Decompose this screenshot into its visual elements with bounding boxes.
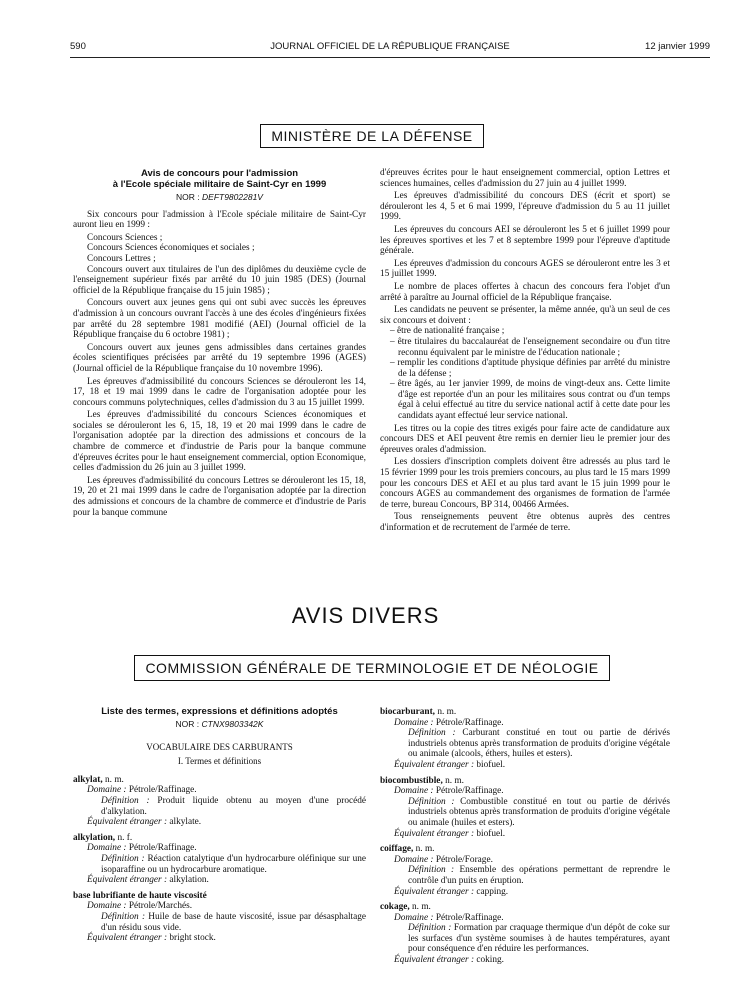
term-equivalent: Équivalent étranger : alkylation. — [87, 875, 209, 886]
term-domain: Domaine : Pétrole/Raffinage. — [87, 785, 197, 796]
paragraph: Les titres ou la copie des titres exigés pour faire acte de candidature aux concours DES et AEI peuvent être remis en dernier lieu le premier jour des épreuves orales d'admission. — [380, 423, 670, 455]
ministry-heading: MINISTÈRE DE LA DÉFENSE — [260, 124, 484, 148]
term-pos: n. f. — [117, 832, 133, 843]
paragraph: Les épreuves d'admissibilité du concours Sciences se dérouleront les 14, 17, 18 et 19 mai 1999 dans le cadre de l'organisation adoptée pour les concours communs polytechniques, celles d'admission du 3 au 15 juillet 1999. — [73, 376, 366, 408]
notice2-title: Liste des termes, expressions et définitions adoptés — [101, 706, 338, 717]
journal-title: JOURNAL OFFICIEL DE LA RÉPUBLIQUE FRANÇAISE — [270, 41, 510, 52]
nor-code: DEFT9802281V — [202, 192, 263, 202]
term-headword: cokage, — [380, 902, 410, 913]
term-definition: Définition : Carburant constitué en tout ou partie de dérivés industriels obtenus après transformation de produits d'origine végétale ou animale (alcools, éthers, huiles et esters). — [408, 728, 670, 760]
paragraph: Les épreuves d'admission du concours AGES se dérouleront entre les 3 et 15 juillet 1999. — [380, 258, 670, 280]
term-domain: Domaine : Pétrole/Raffinage. — [394, 786, 504, 797]
term-pos: n. m. — [437, 707, 457, 717]
term-entry — [73, 833, 366, 886]
term-domain: Domaine : Pétrole/Raffinage. — [394, 912, 504, 923]
term-equivalent: Équivalent étranger : biofuel. — [394, 759, 506, 770]
notice1-title: Avis de concours pour l'admission à l'Ecole spéciale militaire de Saint-Cyr en 1999 — [112, 168, 327, 190]
list-item: – être titulaires du baccalauréat de l'enseignement secondaire ou d'un titre reconnu équivalent par le ministre de l'éducation nationale ; — [398, 337, 670, 358]
term-pos: n. m. — [415, 844, 435, 855]
nor-code: CTNX9803342K — [201, 719, 264, 729]
terms-list-right — [380, 707, 670, 966]
paragraph: Concours Sciences ; — [87, 232, 163, 243]
notice2-right-column — [380, 702, 670, 966]
term-entry — [380, 902, 670, 966]
notice1-right-column — [380, 168, 670, 536]
conditions-list — [380, 326, 670, 421]
paragraph: Concours Sciences économiques et sociales ; — [87, 243, 255, 254]
term-equivalent: Équivalent étranger : bright stock. — [87, 933, 216, 944]
paragraph: Les candidats ne peuvent se présenter, la même année, qu'à un seul de ces six concours et doivent : — [380, 305, 670, 326]
term-equivalent: Équivalent étranger : biofuel. — [394, 828, 506, 839]
term-domain: Domaine : Pétrole/Forage. — [394, 854, 493, 865]
term-headword: alkylation, — [73, 832, 116, 843]
term-headword: coiffage, — [380, 844, 414, 855]
term-pos: n. m. — [412, 902, 431, 913]
terms-list-left — [73, 775, 366, 944]
paragraph: Concours ouvert aux jeunes gens admissibles dans certaines grandes écoles scientifiques précisées par arrêté du 19 septembre 1996 (AGES) (Journal officiel de la République française du 10 novembre 1996). — [73, 342, 366, 374]
commission-heading: COMMISSION GÉNÉRALE DE TERMINOLOGIE ET DE NÉOLOGIE — [134, 655, 610, 681]
term-definition: Définition : Huile de base de haute viscosité, issue par désasphaltage d'un résidu sous vide. — [101, 911, 367, 933]
term-domain: Domaine : Pétrole/Raffinage. — [87, 843, 197, 854]
paragraph: Les épreuves du concours AEI se dérouleront les 5 et 6 juillet 1999 pour les épreuves sportives et les 7 et 8 septembre 1999 pour l'épreuve d'aptitude générale. — [380, 224, 670, 257]
list-item: – être âgés, au 1er janvier 1999, de moins de vingt-deux ans. Cette limite d'âge est reportée d'un an pour les militaires sous contrat ou d'un temps égal à celui effectué au titre du service national actif à cette date pour les candidats ayant effectué leur service national. — [398, 379, 670, 421]
avis-divers-heading: AVIS DIVERS — [291, 603, 440, 628]
paragraph: Les dossiers d'inscription complets doivent être adressés au plus tard le 15 février 1999 pour les trois premiers concours, au plus tard le 15 mars 1999 pour les concours DES et AEI et au plus tard avant le 15 juin 1999 pour le concours AGES au commandement des organismes de formation de l'armée de terre, bureau Concours, BP 314, 00466 Armées. — [380, 457, 670, 510]
term-headword: biocarburant, — [380, 707, 436, 717]
paragraph: Concours Lettres ; — [87, 253, 156, 264]
notice2-left-column — [73, 706, 366, 944]
paragraph: Six concours pour l'admission à l'Ecole spéciale militaire de Saint-Cyr auront lieu en 1999 : — [73, 209, 366, 231]
term-entry — [380, 844, 670, 897]
page-number: 590 — [70, 41, 86, 52]
term-definition: Définition : Réaction catalytique d'un hydrocarbure oléfinique sur une isoparaffine ou un hydrocarbure aromatique. — [101, 853, 366, 875]
term-definition: Définition : Formation par craquage thermique d'un dépôt de coke sur les surfaces d'un système soumises à de hautes températures, ayant pour conséquence d'en réduire les performances. — [408, 923, 671, 955]
term-headword: base lubrifiante de haute viscosité — [73, 890, 207, 901]
term-definition: Définition : Ensemble des opérations permettant de reprendre le contrôle d'un puits en éruption. — [408, 865, 671, 886]
term-entry — [380, 707, 670, 771]
paragraph: Les épreuves d'admissibilité du concours Sciences économiques et sociales se dérouleront les 6, 15, 18, 19 et 20 mai 1999 dans le cadre de l'organisation adoptée par la direction des admissions et concours de la chambre de commerce et d'industrie de Paris pour la banque commune d'épreuves écrites pour le haut enseignement commercial, option Economique, celles d'admission du 26 juin au 3 juillet 1999. — [73, 410, 366, 474]
section-heading: I. Termes et définitions — [177, 756, 262, 767]
list-item: – remplir les conditions d'aptitude physique définies par arrêté du ministre de la défense ; — [398, 358, 670, 379]
running-header — [70, 41, 710, 55]
term-definition: Définition : Combustible constitué en tout ou partie de dérivés industriels obtenus après transformation de produits d'origine végétale ou animale (huiles et esters). — [408, 796, 671, 828]
term-equivalent: Équivalent étranger : coking. — [394, 955, 505, 966]
paragraph: Le nombre de places offertes à chacun des concours fera l'objet d'un arrêté à paraître au Journal officiel de la République française. — [380, 281, 670, 303]
list-item: – être de nationalité française ; — [398, 326, 670, 337]
term-headword: alkylat, — [73, 774, 103, 785]
term-equivalent: Équivalent étranger : capping. — [394, 886, 509, 897]
vocab-heading: VOCABULAIRE DES CARBURANTS — [146, 741, 293, 752]
paragraph: d'épreuves écrites pour le haut enseignement commercial, option Lettres et sciences humaines, celles d'admission du 27 juin au 4 juillet 1999. — [380, 168, 670, 189]
header-rule — [70, 57, 710, 58]
paragraph: Les épreuves d'admissibilité du concours Lettres se dérouleront les 15, 18, 19, 20 et 21 mai 1999 dans le cadre de l'organisation adoptée par la direction des admissions et concours de la chambre de commerce et d'industrie de Paris pour la banque commune — [73, 475, 366, 518]
notice1-left-column — [73, 168, 366, 520]
term-domain: Domaine : Pétrole/Raffinage. — [394, 717, 504, 728]
term-entry — [380, 776, 670, 840]
paragraph: Concours ouvert aux titulaires de l'un des diplômes du deuxième cycle de l'enseignement supérieur fixés par arrêté du 10 juin 1985 (DES) (Journal officiel de la République française du 15 juin 1985) ; — [73, 264, 366, 296]
term-pos: n. m. — [445, 775, 464, 786]
term-equivalent: Équivalent étranger : alkylate. — [87, 817, 202, 828]
paragraph: Concours ouvert aux jeunes gens qui ont subi avec succès les épreuves d'admission à un concours ouvrant l'accès à une des écoles d'ingénieurs fixées par arrêté du 28 septembre 1981 modifié (AEI) (Journal officiel de la République française du 6 octobre 1981) ; — [73, 298, 366, 341]
term-entry — [73, 891, 366, 944]
issue-date: 12 janvier 1999 — [645, 41, 710, 52]
term-pos: n. m. — [105, 774, 124, 785]
term-entry — [73, 775, 366, 828]
notice2-nor: NOR : CTNX9803342K — [175, 719, 264, 729]
paragraph: Les épreuves d'admissibilité du concours DES (écrit et sport) se dérouleront les 4, 5 et 6 mai 1999, l'épreuve d'admission du 5 au 11 juillet 1999. — [380, 191, 670, 223]
notice1-nor: NOR : DEFT9802281V — [176, 192, 263, 202]
term-headword: biocombustible, — [380, 775, 443, 786]
term-definition: Définition : Produit liquide obtenu au moyen d'une procédé d'alkylation. — [101, 795, 366, 817]
paragraph: Tous renseignements peuvent être obtenus auprès des centres d'information et de recrutement de l'armée de terre. — [380, 512, 670, 533]
term-domain: Domaine : Pétrole/Marchés. — [87, 901, 193, 912]
